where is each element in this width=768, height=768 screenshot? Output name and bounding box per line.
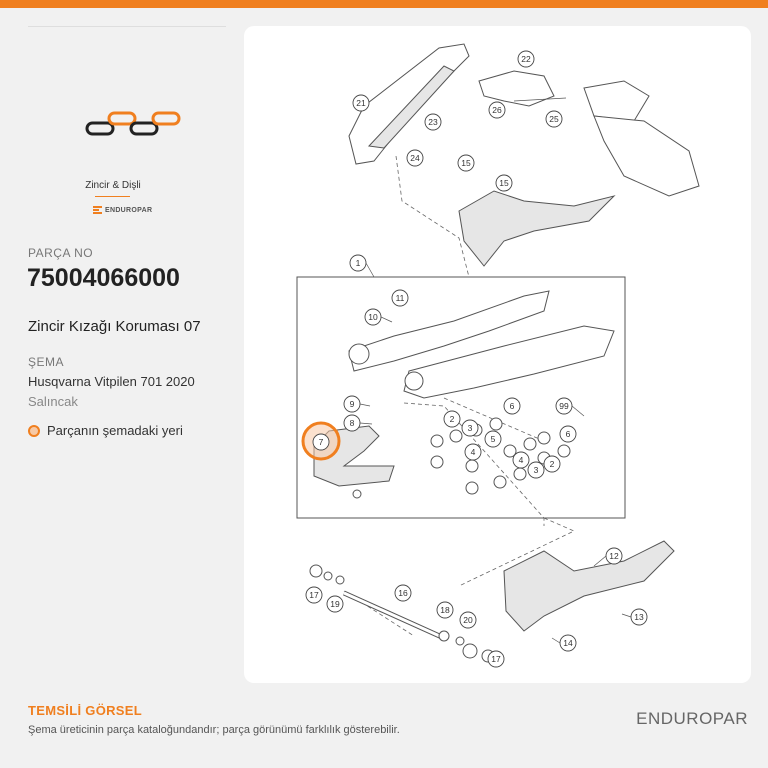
category-label: Zincir & Dişli xyxy=(85,180,141,191)
callout-13[interactable] xyxy=(631,609,647,625)
chain-links-icon xyxy=(84,108,184,142)
exploded-diagram xyxy=(244,26,751,683)
callout-8[interactable] xyxy=(344,415,360,431)
callout-10[interactable] xyxy=(365,309,381,325)
top-accent-bar xyxy=(0,0,768,8)
callout-24[interactable] xyxy=(407,150,423,166)
diagram-canvas xyxy=(244,26,751,683)
part-number: 75004066000 xyxy=(27,264,180,292)
svg-text:22: 22 xyxy=(521,54,531,64)
brand-name-small: ENDUROPAR xyxy=(105,206,153,214)
highlight-marker-icon xyxy=(28,425,40,437)
callout-9[interactable] xyxy=(344,396,360,412)
callout-4b[interactable] xyxy=(513,452,529,468)
svg-text:4: 4 xyxy=(470,447,476,457)
svg-text:3: 3 xyxy=(467,423,473,433)
svg-text:13: 13 xyxy=(634,612,644,622)
callout-3[interactable] xyxy=(462,420,478,436)
pivot-bore-right xyxy=(405,372,423,390)
part-name: Zincir Kızağı Koruması 07 xyxy=(28,318,201,335)
svg-text:23: 23 xyxy=(428,117,438,127)
svg-text:19: 19 xyxy=(330,599,340,609)
svg-text:25: 25 xyxy=(549,114,559,124)
callout-23[interactable] xyxy=(425,114,441,130)
schema-label: ŞEMA xyxy=(28,355,65,369)
svg-text:6: 6 xyxy=(509,401,515,411)
bearing-cluster xyxy=(431,418,570,494)
svg-text:17: 17 xyxy=(491,654,501,664)
svg-text:18: 18 xyxy=(440,605,450,615)
callout-4[interactable] xyxy=(465,444,481,460)
top-divider xyxy=(28,26,226,27)
callout-2b[interactable] xyxy=(544,456,560,472)
svg-text:20: 20 xyxy=(463,615,473,625)
svg-text:10: 10 xyxy=(368,312,378,322)
svg-text:1: 1 xyxy=(355,258,361,268)
callout-17[interactable] xyxy=(306,587,322,603)
svg-text:26: 26 xyxy=(492,105,502,115)
part-number-label: PARÇA NO xyxy=(28,246,94,260)
svg-text:99: 99 xyxy=(559,401,569,411)
callout-6b[interactable] xyxy=(560,426,576,442)
callout-18[interactable] xyxy=(437,602,453,618)
svg-text:5: 5 xyxy=(490,434,496,444)
callout-20[interactable] xyxy=(460,612,476,628)
callout-6[interactable] xyxy=(504,398,520,414)
svg-text:17: 17 xyxy=(309,590,319,600)
callout-3b[interactable] xyxy=(528,462,544,478)
disclaimer-note: Şema üreticinin parça kataloğundandır; parça görünümü farklılık gösterebilir. xyxy=(28,724,400,736)
svg-text:8: 8 xyxy=(349,418,355,428)
svg-text:15: 15 xyxy=(461,158,471,168)
callout-26[interactable] xyxy=(489,102,505,118)
svg-text:11: 11 xyxy=(395,293,405,303)
lower-chain-guard xyxy=(504,541,674,631)
callout-15[interactable] xyxy=(458,155,474,171)
axle-nut xyxy=(310,565,322,577)
callout-2[interactable] xyxy=(444,411,460,427)
svg-text:12: 12 xyxy=(609,551,619,561)
schema-model: Husqvarna Vitpilen 701 2020 xyxy=(28,374,195,389)
svg-text:9: 9 xyxy=(349,399,355,409)
callout-12[interactable] xyxy=(606,548,622,564)
callout-7[interactable] xyxy=(313,434,329,450)
representative-image-title: TEMSİLİ GÖRSEL xyxy=(28,703,142,718)
callout-11[interactable] xyxy=(392,290,408,306)
callout-16[interactable] xyxy=(395,585,411,601)
svg-text:15: 15 xyxy=(499,178,509,188)
svg-text:16: 16 xyxy=(398,588,408,598)
footer-brand: ENDUROPAR xyxy=(636,709,748,728)
upper-chain-guard xyxy=(459,191,614,266)
callout-15b[interactable] xyxy=(496,175,512,191)
legend-text: Parçanın şemadaki yeri xyxy=(47,423,183,438)
callout-99[interactable] xyxy=(556,398,572,414)
schema-group: Salıncak xyxy=(28,394,78,409)
svg-text:7: 7 xyxy=(318,437,324,447)
pivot-bore-left xyxy=(349,344,369,364)
callout-19[interactable] xyxy=(327,596,343,612)
brand-badge xyxy=(93,206,152,214)
location-legend xyxy=(28,423,183,438)
svg-text:6: 6 xyxy=(565,429,571,439)
brand-logo-icon xyxy=(93,206,102,214)
callout-17b[interactable] xyxy=(488,651,504,667)
callout-5[interactable] xyxy=(485,431,501,447)
svg-text:14: 14 xyxy=(563,638,573,648)
callout-25[interactable] xyxy=(546,111,562,127)
turn-signal xyxy=(584,81,649,121)
category-underline xyxy=(95,196,130,197)
slider-bolt xyxy=(353,490,361,498)
callout-22[interactable] xyxy=(518,51,534,67)
svg-text:24: 24 xyxy=(410,153,420,163)
svg-text:3: 3 xyxy=(533,465,539,475)
svg-text:21: 21 xyxy=(356,98,366,108)
svg-text:4: 4 xyxy=(518,455,524,465)
svg-text:2: 2 xyxy=(549,459,555,469)
rear-fender xyxy=(594,116,699,196)
callout-1[interactable] xyxy=(350,255,366,271)
svg-text:2: 2 xyxy=(449,414,455,424)
callout-14[interactable] xyxy=(560,635,576,651)
callout-21[interactable] xyxy=(353,95,369,111)
